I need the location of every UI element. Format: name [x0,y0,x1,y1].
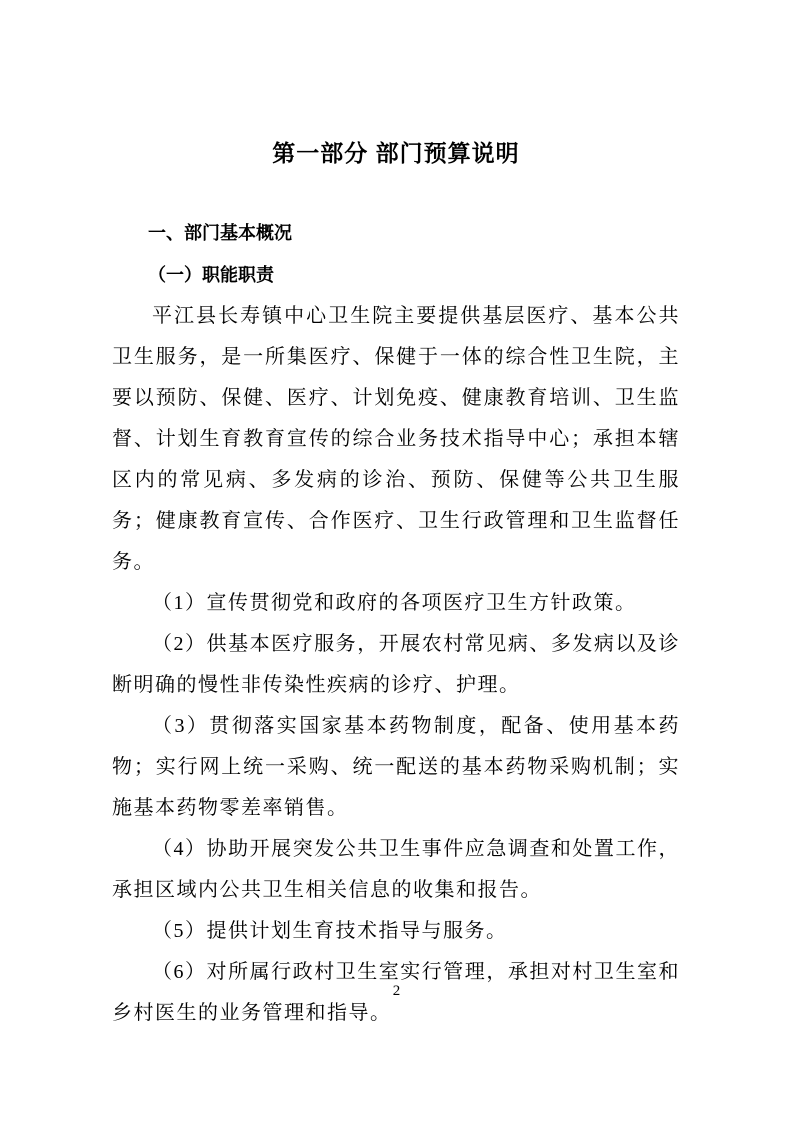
document-title: 第一部分 部门预算说明 [272,140,520,166]
page-number: 2 [392,983,401,999]
paragraph-duty-2: （2）供基本医疗服务，开展农村常见病、多发病以及诊断明确的慢性非传染性疾病的诊疗、护理。 [112,633,680,696]
paragraph-duty-4: （4）协助开展突发公共卫生事件应急调查和处置工作，承担区域内公共卫生相关信息的收集和报告。 [112,838,680,901]
section-heading: 一、部门基本概况 [148,223,292,243]
paragraph-duty-6: （6）对所属行政村卫生室实行管理，承担对村卫生室和乡村医生的业务管理和指导。 [112,961,680,1024]
paragraph-duty-1: （1）宣传贯彻党和政府的各项医疗卫生方针政策。 [152,592,637,614]
subsection-heading: （一）职能职责 [148,265,274,285]
paragraph-functions-overview: 平江县长寿镇中心卫生院主要提供基层医疗、基本公共卫生服务，是一所集医疗、保健于一体的综合性卫生院，主要以预防、保健、医疗、计划免疫、健康教育培训、卫生监督、计划生育教育宣传的综合业务技术指导中心；承担本辖区内的常见病、多发病的诊治、预防、保健等公共卫生服务；健康教育宣传、合作医疗、卫生行政管理和卫生监督任务。 [112,305,680,573]
paragraph-duty-5: （5）提供计划生育技术指导与服务。 [152,920,508,942]
paragraph-duty-3: （3）贯彻落实国家基本药物制度，配备、使用基本药物；实行网上统一采购、统一配送的基本药物采购机制；实施基本药物零差率销售。 [112,715,680,819]
